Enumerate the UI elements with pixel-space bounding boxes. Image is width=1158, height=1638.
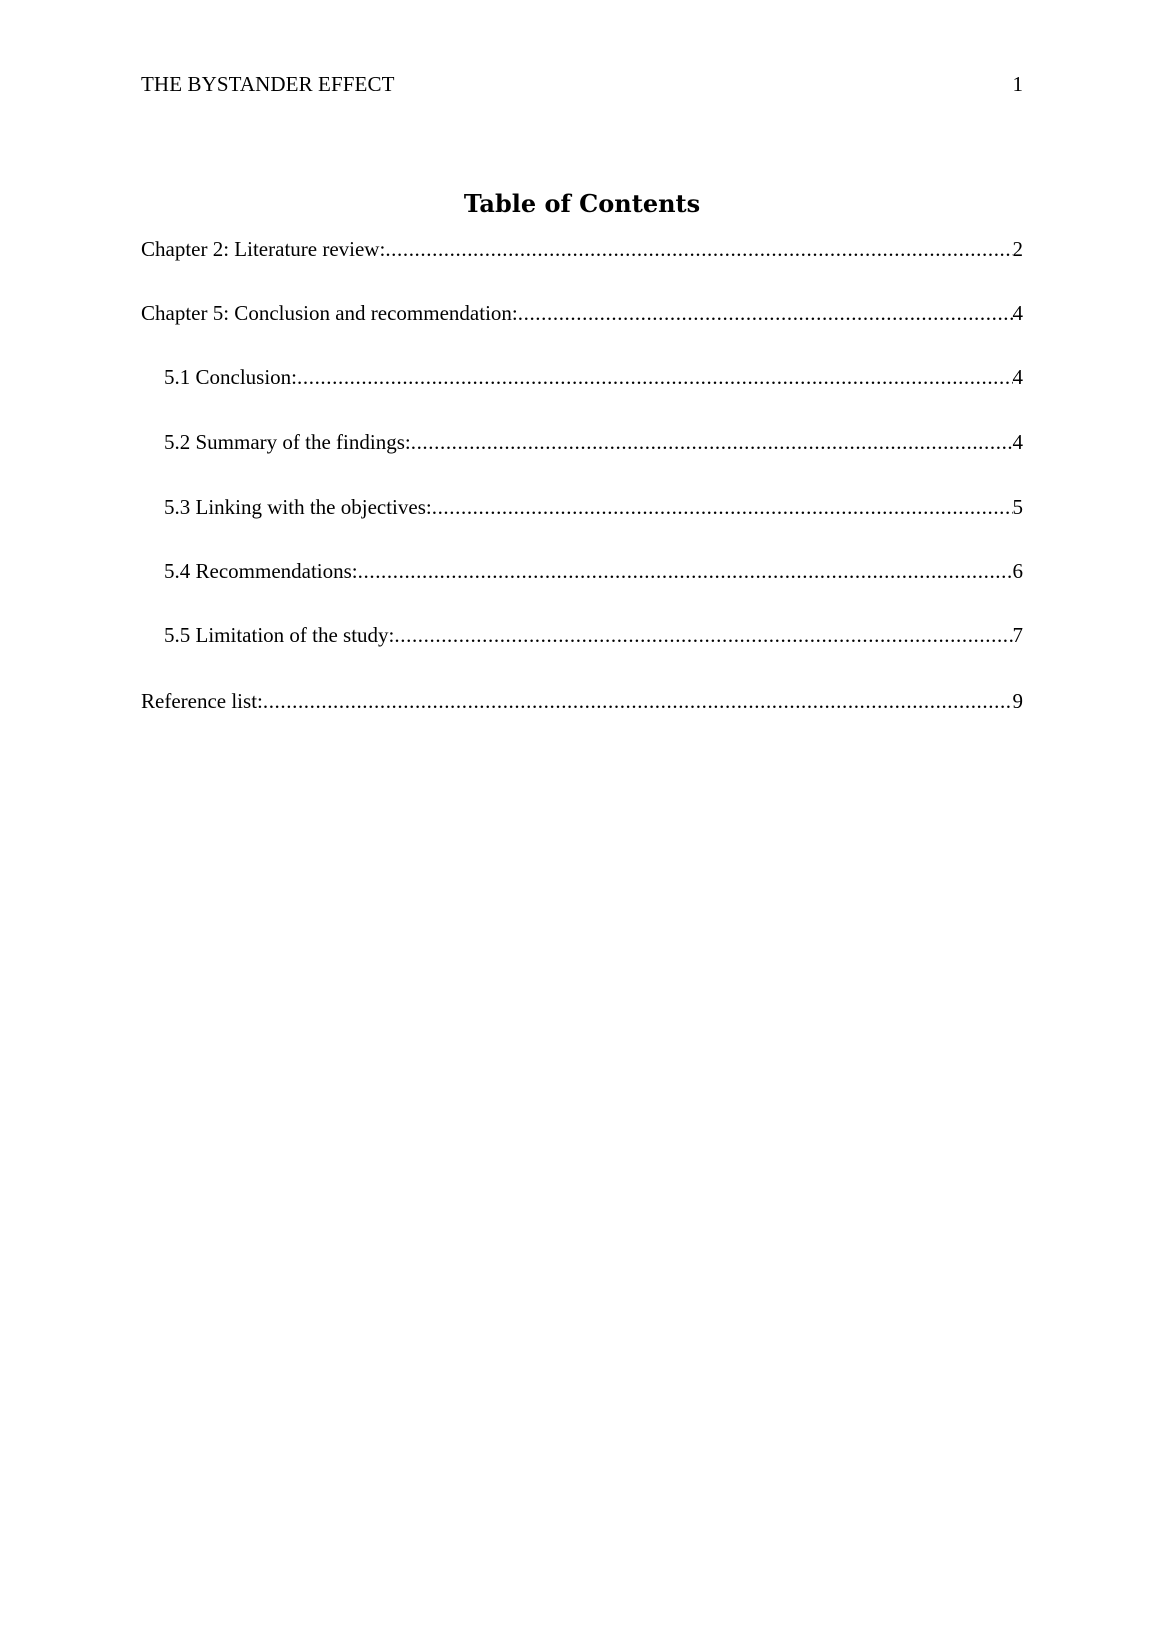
toc-entry-5-2[interactable] bbox=[164, 427, 1023, 457]
toc-entry-page: 5 bbox=[1012, 495, 1023, 519]
toc-entry-label: 5.4 Recommendations: bbox=[164, 559, 358, 583]
toc-heading: Table of Contents bbox=[463, 189, 701, 218]
running-header bbox=[141, 70, 1023, 98]
toc-entry-5-3[interactable] bbox=[164, 492, 1023, 522]
dot-leader bbox=[394, 620, 1012, 650]
toc-entry-5-1[interactable] bbox=[164, 362, 1023, 392]
toc-entry-5-4[interactable] bbox=[164, 556, 1023, 586]
toc-entry-reference-list[interactable] bbox=[141, 686, 1023, 716]
toc-entry-page: 2 bbox=[1012, 237, 1023, 261]
toc-entry-label: 5.3 Linking with the objectives: bbox=[164, 495, 432, 519]
dot-leader bbox=[385, 234, 1012, 264]
toc-entry-page: 6 bbox=[1012, 559, 1023, 583]
toc-entry-label: Reference list: bbox=[141, 689, 263, 713]
toc-entry-5-5[interactable] bbox=[164, 620, 1023, 650]
dot-leader bbox=[297, 362, 1012, 392]
dot-leader bbox=[263, 686, 1013, 716]
toc-entry-page: 4 bbox=[1012, 301, 1023, 325]
toc-entry-label: 5.2 Summary of the findings: bbox=[164, 430, 411, 454]
dot-leader bbox=[518, 298, 1013, 328]
dot-leader bbox=[432, 492, 1013, 522]
toc-entry-label: Chapter 2: Literature review: bbox=[141, 237, 386, 261]
page-number: 1 bbox=[1012, 72, 1023, 96]
toc-entry-page: 4 bbox=[1012, 430, 1023, 454]
running-head-title: THE BYSTANDER EFFECT bbox=[141, 72, 395, 96]
dot-leader bbox=[358, 556, 1013, 586]
toc-entry-page: 7 bbox=[1012, 623, 1023, 647]
toc-entry-page: 4 bbox=[1012, 365, 1023, 389]
toc-entry-page: 9 bbox=[1012, 689, 1023, 713]
toc-entry-label: 5.5 Limitation of the study: bbox=[164, 623, 395, 647]
toc-entry-chapter-2[interactable] bbox=[141, 234, 1023, 264]
dot-leader bbox=[411, 427, 1013, 457]
toc-entry-label: 5.1 Conclusion: bbox=[164, 365, 298, 389]
toc-entry-chapter-5[interactable] bbox=[141, 298, 1023, 328]
toc-entry-label: Chapter 5: Conclusion and recommendation: bbox=[141, 301, 518, 325]
